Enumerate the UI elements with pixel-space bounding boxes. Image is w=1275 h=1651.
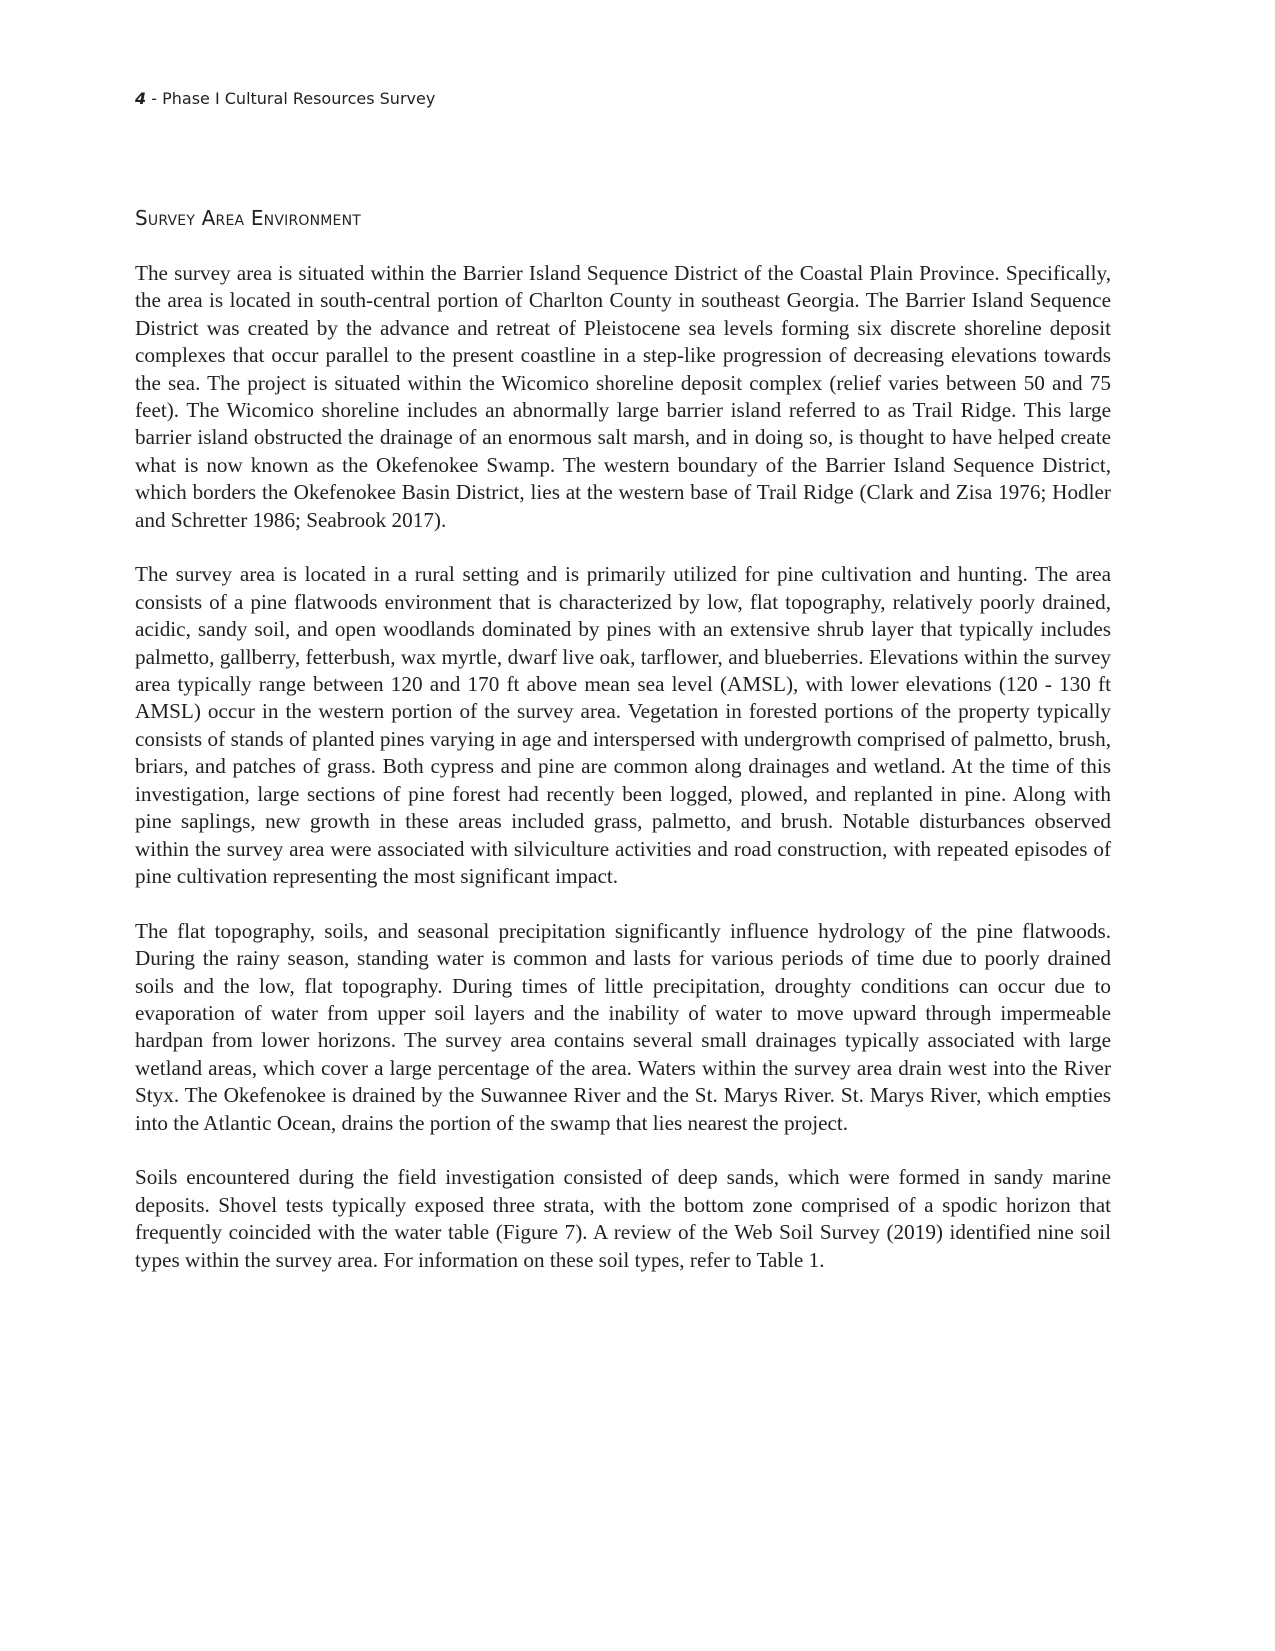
section-heading: Survey Area Environment	[135, 206, 362, 230]
paragraph-1: The survey area is situated within the Barrier Island Sequence District of the Coastal Plain Province. Specifically, the area is located in south-central portion of Charlton County in southeast Georgia. The Barrier Island Sequence District was created by the advance and retreat of Pleistocene sea levels forming six discrete shoreline deposit complexes that occur parallel to the present coastline in a step-like progression of decreasing elevations towards the sea. The project is situated within the Wicomico shoreline deposit complex (relief varies between 50 and 75 feet). The Wicomico shoreline includes an abnormally large barrier island referred to as Trail Ridge. This large barrier island obstructed the drainage of an enormous salt marsh, and in doing so, is thought to have helped create what is now known as the Okefenokee Swamp. The western boundary of the Barrier Island Sequence District, which borders the Okefenokee Basin District, lies at the western base of Trail Ridge (Clark and Zisa 1976; Hodler and Schretter 1986; Seabrook 2017).	[135, 261, 1111, 532]
paragraph-2: The survey area is located in a rural setting and is primarily utilized for pine cultivation and hunting. The area consists of a pine flatwoods environment that is characterized by low, flat topography, relatively poorly drained, acidic, sandy soil, and open woodlands dominated by pines with an extensive shrub layer that typically includes palmetto, gallberry, fetterbush, wax myrtle, dwarf live oak, tarflower, and blueberries. Elevations within the survey area typically range between 120 and 170 ft above mean sea level (AMSL), with lower elevations (120 - 130 ft AMSL) occur in the western portion of the survey area. Vegetation in forested portions of the property typically consists of stands of planted pines varying in age and interspersed with undergrowth comprised of palmetto, brush, briars, and patches of grass. Both cypress and pine are common along drainages and wetland. At the time of this investigation, large sections of pine forest had recently been logged, plowed, and replanted in pine. Along with pine saplings, new growth in these areas included grass, palmetto, and brush. Notable disturbances observed within the survey area were associated with silviculture activities and road construction, with repeated episodes of pine cultivation representing the most significant impact.	[135, 562, 1111, 888]
page-number: 4	[135, 89, 147, 108]
running-header	[135, 89, 435, 108]
body-text	[135, 260, 1111, 1301]
document-title: Phase I Cultural Resources Survey	[162, 89, 436, 108]
header-separator: -	[146, 89, 163, 108]
paragraph-3: The flat topography, soils, and seasonal precipitation significantly influence hydrology of the pine flatwoods. During the rainy season, standing water is common and lasts for various periods of time due to poorly drained soils and the low, flat topography. During times of little precipitation, droughty conditions can occur due to evaporation of water from upper soil layers and the inability of water to move upward through impermeable hardpan from lower horizons. The survey area contains several small drainages typically associated with large wetland areas, which cover a large percentage of the area. Waters within the survey area drain west into the River Styx. The Okefenokee is drained by the Suwannee River and the St. Marys River. St. Marys River, which empties into the Atlantic Ocean, drains the portion of the swamp that lies nearest the project.	[135, 918, 1111, 1135]
paragraph-4: Soils encountered during the field investigation consisted of deep sands, which were formed in sandy marine deposits. Shovel tests typically exposed three strata, with the bottom zone comprised of a spodic horizon that frequently coincided with the water table (Figure 7). A review of the Web Soil Survey (2019) identified nine soil types within the survey area. For information on these soil types, refer to Table 1.	[135, 1165, 1111, 1272]
